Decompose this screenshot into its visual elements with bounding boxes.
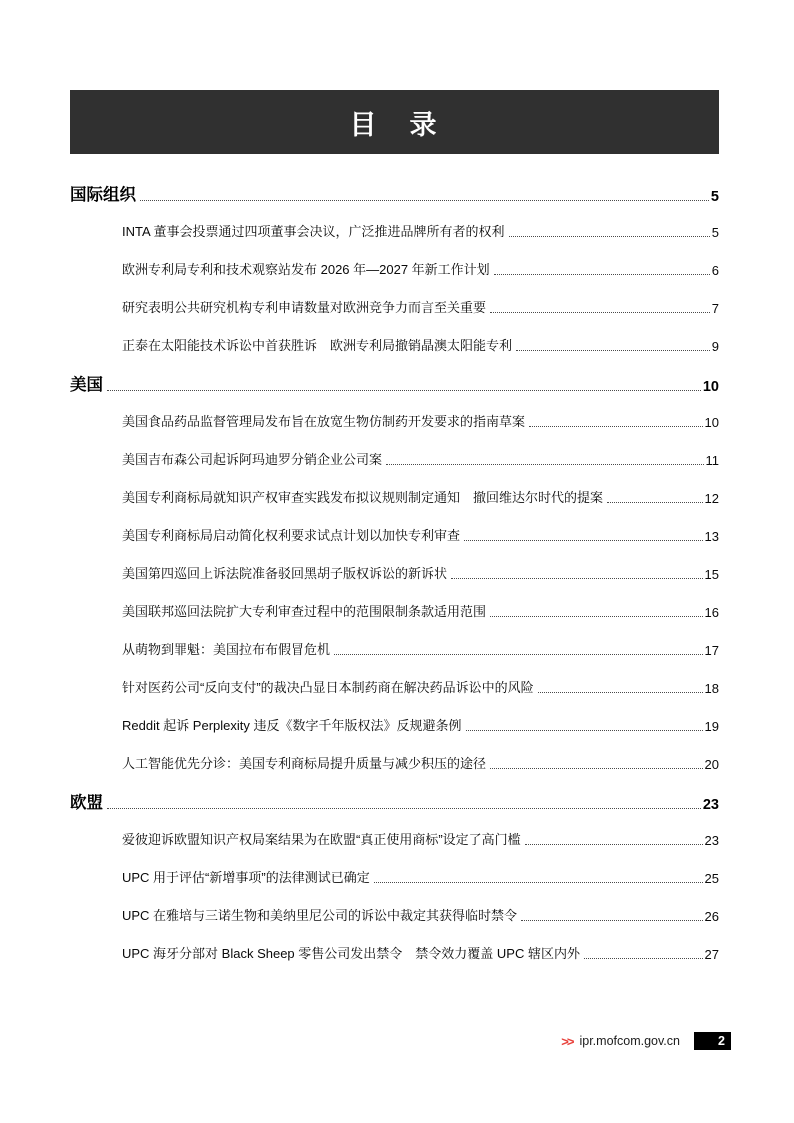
toc-entry-label: 美国专利商标局启动简化权利要求试点计划以加快专利审查 bbox=[122, 528, 461, 543]
toc bbox=[70, 184, 719, 982]
toc-entry-label: INTA 董事会投票通过四项董事会决议，广泛推进品牌所有者的权利 bbox=[122, 224, 505, 239]
page-number: 17 bbox=[704, 643, 719, 658]
dot-leader bbox=[538, 692, 703, 693]
toc-entry-label: 美国第四巡回上诉法院准备驳回黑胡子版权诉讼的新诉状 bbox=[122, 566, 448, 581]
toc-entry-label: 正泰在太阳能技术诉讼中首获胜诉 欧洲专利局撤销晶澳太阳能专利 bbox=[122, 338, 513, 353]
toc-entry-label: UPC 海牙分部对 Black Sheep 零售公司发出禁令 禁令效力覆盖 UPC 辖区内外 bbox=[122, 946, 580, 961]
page-number: 5 bbox=[711, 225, 719, 240]
page-number: 26 bbox=[704, 909, 719, 924]
toc-entry[interactable] bbox=[122, 640, 719, 658]
page-number: 5 bbox=[710, 189, 719, 205]
page-number: 9 bbox=[711, 339, 719, 354]
toc-entry[interactable] bbox=[122, 526, 719, 544]
toc-entry[interactable] bbox=[122, 222, 719, 240]
dot-leader bbox=[451, 578, 703, 579]
toc-entry[interactable] bbox=[122, 716, 719, 734]
page-number: 7 bbox=[711, 301, 719, 316]
dot-leader bbox=[386, 464, 703, 465]
dot-leader bbox=[607, 502, 703, 503]
toc-entry-label: 美国吉布森公司起诉阿玛迪罗分销企业公司案 bbox=[122, 452, 383, 467]
page-number: 10 bbox=[704, 415, 719, 430]
page-number: 6 bbox=[711, 263, 719, 278]
page-number: 20 bbox=[704, 757, 719, 772]
toc-entry-label: 欧洲专利局专利和技术观察站发布 2026 年—2027 年新工作计划 bbox=[122, 262, 490, 277]
double-chevron-icon: >> bbox=[561, 1033, 573, 1049]
toc-entry[interactable] bbox=[122, 830, 719, 848]
toc-entry[interactable] bbox=[122, 944, 719, 962]
dot-leader bbox=[509, 236, 710, 237]
toc-entry-label: 针对医药公司“反向支付”的裁决凸显日本制药商在解决药品诉讼中的风险 bbox=[122, 680, 534, 695]
toc-entry[interactable] bbox=[122, 754, 719, 772]
toc-entry-label: 美国专利商标局就知识产权审查实践发布拟议规则制定通知 撤回维达尔时代的提案 bbox=[122, 490, 604, 505]
dot-leader bbox=[464, 540, 703, 541]
toc-section-heading[interactable] bbox=[70, 792, 719, 813]
page-footer bbox=[0, 1032, 731, 1050]
page-number: 16 bbox=[704, 605, 719, 620]
page-number: 25 bbox=[704, 871, 719, 886]
page-number: 12 bbox=[704, 491, 719, 506]
dot-leader bbox=[140, 200, 709, 201]
dot-leader bbox=[466, 730, 703, 731]
toc-entry[interactable] bbox=[122, 412, 719, 430]
toc-entry[interactable] bbox=[122, 868, 719, 886]
toc-section-heading[interactable] bbox=[70, 374, 719, 395]
page-number: 18 bbox=[704, 681, 719, 696]
page-number: 19 bbox=[704, 719, 719, 734]
toc-section bbox=[70, 374, 719, 772]
page-number: 11 bbox=[705, 453, 719, 468]
toc-entry-label: 美国食品药品监督管理局发布旨在放宽生物仿制药开发要求的指南草案 bbox=[122, 414, 526, 429]
footer-site-text: ipr.mofcom.gov.cn bbox=[579, 1034, 680, 1048]
toc-entry-label: 研究表明公共研究机构专利申请数量对欧洲竞争力而言至关重要 bbox=[122, 300, 487, 315]
dot-leader bbox=[374, 882, 703, 883]
toc-entry-label: 从萌物到罪魁：美国拉布布假冒危机 bbox=[122, 642, 331, 657]
page-number: 23 bbox=[702, 797, 719, 813]
dot-leader bbox=[334, 654, 703, 655]
dot-leader bbox=[516, 350, 710, 351]
dot-leader bbox=[107, 390, 701, 391]
toc-entry[interactable] bbox=[122, 336, 719, 354]
dot-leader bbox=[584, 958, 703, 959]
dot-leader bbox=[525, 844, 703, 845]
toc-section-heading-label: 欧盟 bbox=[70, 794, 103, 812]
toc-entry-label: 爱彼迎诉欧盟知识产权局案结果为在欧盟“真正使用商标”设定了高门槛 bbox=[122, 832, 521, 847]
toc-entry[interactable] bbox=[122, 488, 719, 506]
toc-section-heading-label: 国际组织 bbox=[70, 186, 136, 204]
page-number: 10 bbox=[702, 379, 719, 395]
toc-entry[interactable] bbox=[122, 450, 719, 468]
toc-entry[interactable] bbox=[122, 678, 719, 696]
dot-leader bbox=[529, 426, 703, 427]
dot-leader bbox=[494, 274, 710, 275]
toc-section bbox=[70, 184, 719, 354]
toc-entry[interactable] bbox=[122, 298, 719, 316]
dot-leader bbox=[490, 616, 703, 617]
toc-title: 目 录 bbox=[349, 109, 440, 140]
toc-entry[interactable] bbox=[122, 602, 719, 620]
toc-entry-label: Reddit 起诉 Perplexity 违反《数字千年版权法》反规避条例 bbox=[122, 718, 462, 733]
toc-entry-label: UPC 在雅培与三诺生物和美纳里尼公司的诉讼中裁定其获得临时禁令 bbox=[122, 908, 518, 923]
toc-entry-label: UPC 用于评估“新增事项”的法律测试已确定 bbox=[122, 870, 370, 885]
dot-leader bbox=[521, 920, 702, 921]
dot-leader bbox=[490, 768, 703, 769]
dot-leader bbox=[107, 808, 701, 809]
toc-section bbox=[70, 792, 719, 962]
toc-entry[interactable] bbox=[122, 260, 719, 278]
toc-section-heading[interactable] bbox=[70, 184, 719, 205]
toc-entry[interactable] bbox=[122, 906, 719, 924]
page-number: 27 bbox=[704, 947, 719, 962]
toc-title-bar bbox=[70, 90, 719, 154]
page-number: 13 bbox=[704, 529, 719, 544]
page-number: 15 bbox=[704, 567, 719, 582]
toc-entry-label: 美国联邦巡回法院扩大专利审查过程中的范围限制条款适用范围 bbox=[122, 604, 487, 619]
page-number-badge: 2 bbox=[694, 1032, 731, 1050]
toc-section-heading-label: 美国 bbox=[70, 376, 103, 394]
page-number: 23 bbox=[704, 833, 719, 848]
toc-entry[interactable] bbox=[122, 564, 719, 582]
dot-leader bbox=[490, 312, 710, 313]
toc-entry-label: 人工智能优先分诊：美国专利商标局提升质量与减少积压的途径 bbox=[122, 756, 487, 771]
